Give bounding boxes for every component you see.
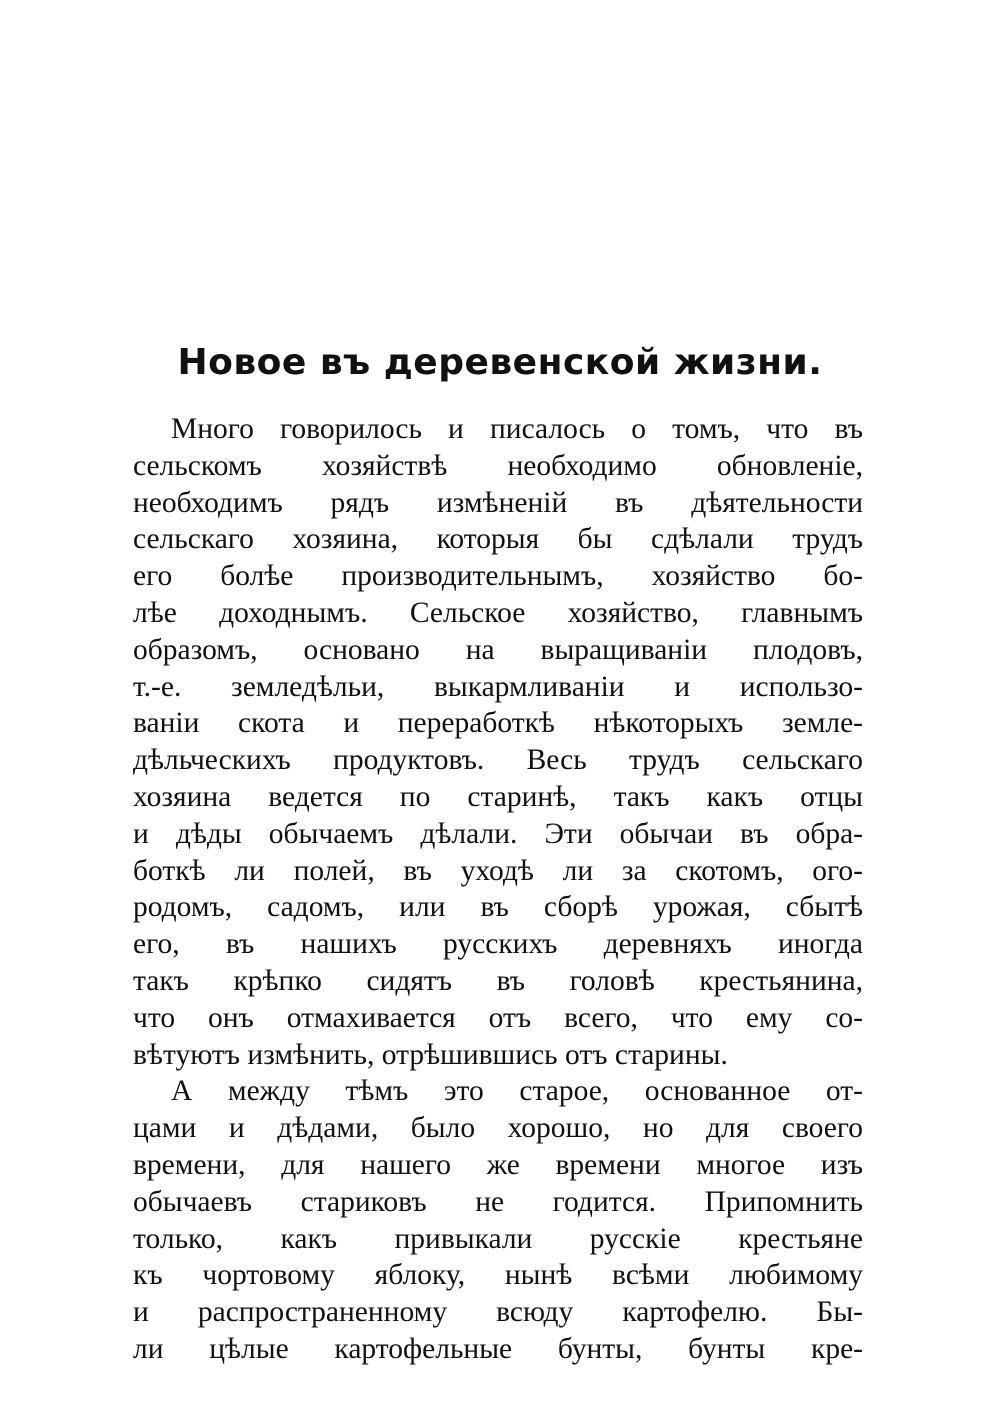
text-line: его болѣе производительнымъ, хозяйство бо- [133,560,863,593]
text-line: т.-е. земледѣльи, выкармливаніи и использо- [133,670,863,703]
text-line: родомъ, садомъ, или въ сборѣ урожая, сбытѣ [133,891,863,924]
text-line: къ чортовому яблоку, нынѣ всѣми любимому [133,1259,863,1292]
text-line: и распространенному всюду картофелю. Бы- [133,1296,863,1329]
text-line: А между тѣмъ это старое, основанное от- [171,1075,863,1108]
text-line: сельскаго хозяина, которыя бы сдѣлали трудъ [133,523,863,556]
text-line: образомъ, основано на выращиваніи плодовъ, [133,633,863,666]
text-line: что онъ отмахивается отъ всего, что ему со- [133,1001,863,1034]
text-line: времени, для нашего же времени многое изъ [133,1148,863,1181]
text-line: боткѣ ли полей, въ уходѣ ли за скотомъ, ого- [133,854,863,887]
text-line: дѣльческихъ продуктовъ. Весь трудъ сельскаго [133,744,863,777]
article-title: Новое въ деревенской жизни. [177,342,823,383]
text-line: его, въ нашихъ русскихъ деревняхъ иногда [133,928,863,961]
text-line: лѣе доходнымъ. Сельское хозяйство, главнымъ [133,596,863,629]
text-line: вѣтуютъ измѣнить, отрѣшившись отъ старины. [133,1038,728,1071]
text-line: Много говорилось и писалось о томъ, что въ [171,413,863,445]
article-body [133,411,863,1368]
text-line: и дѣды обычаемъ дѣлали. Эти обычаи въ обра- [133,817,863,850]
text-line: ваніи скота и переработкѣ нѣкоторыхъ земле- [133,707,863,740]
text-line: обычаевъ стариковъ не годится. Припомнить [133,1185,863,1218]
text-line: только, какъ привыкали русскіе крестьяне [133,1222,863,1255]
text-line: цами и дѣдами, было хорошо, но для своего [133,1112,863,1145]
text-line: хозяина ведется по старинѣ, такъ какъ отцы [133,780,863,813]
text-line: такъ крѣпко сидятъ въ головѣ крестьянина, [133,964,863,997]
text-line: сельскомъ хозяйствѣ необходимо обновленіе, [133,449,863,482]
text-line: необходимъ рядъ измѣненій въ дѣятельности [133,486,863,519]
text-line: ли цѣлые картофельные бунты, бунты кре- [133,1332,863,1365]
